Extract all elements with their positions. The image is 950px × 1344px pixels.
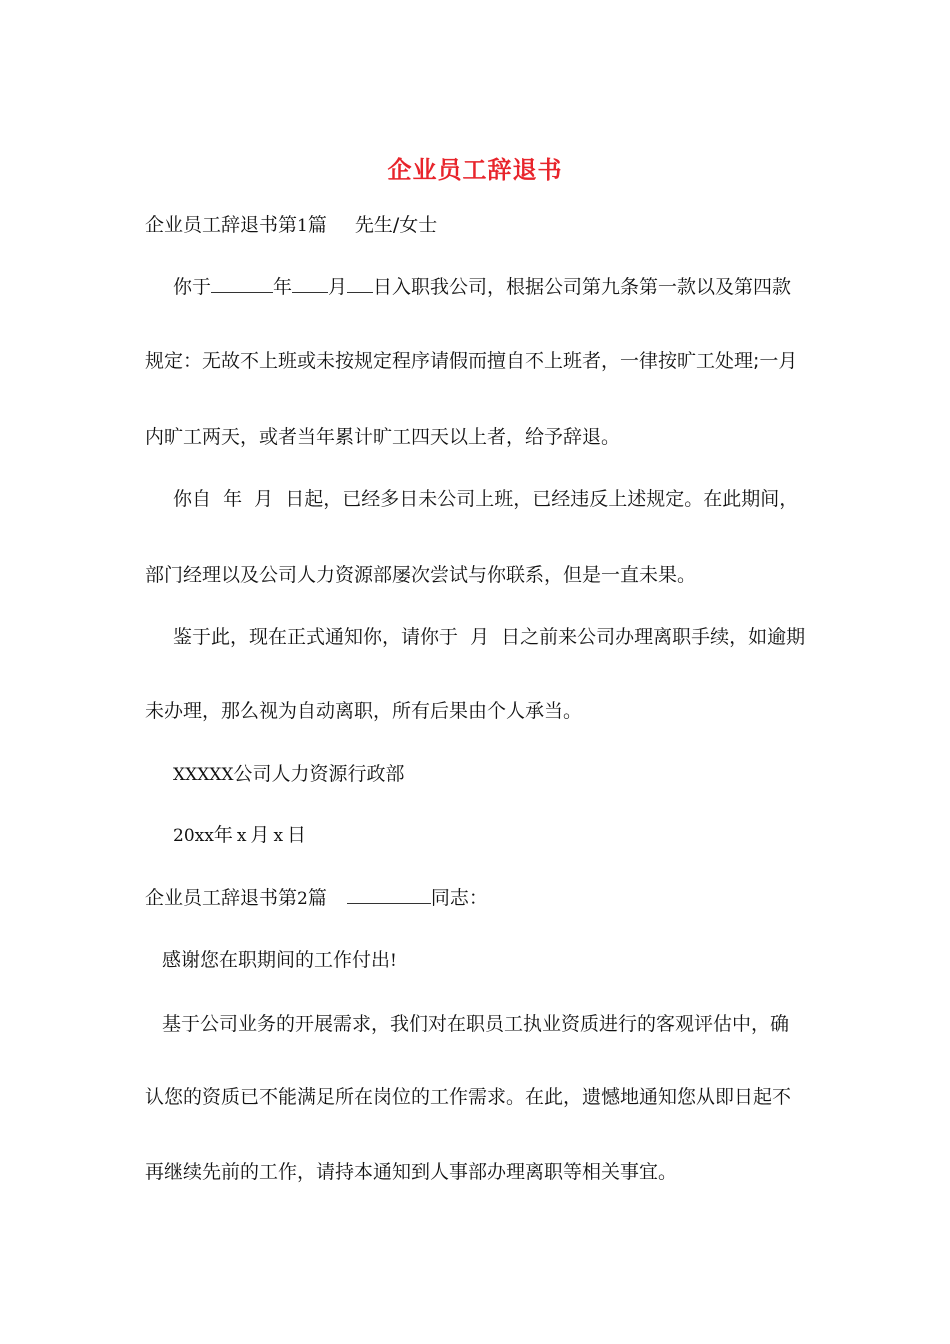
part2-para1-line1: 基于公司业务的开展需求，我们对在职员工执业资质进行的客观评估中，确 bbox=[162, 1013, 790, 1035]
part2-salutation: 同志： bbox=[430, 887, 488, 909]
month-blank bbox=[292, 274, 328, 293]
thanks-text: 感谢您在职期间的工作付出 bbox=[162, 949, 391, 971]
part1-para3-line1: 鉴于此，现在正式通知你，请你于 月 日之前来公司办理离职手续，如逾期 bbox=[173, 626, 806, 648]
date-year: 年 bbox=[213, 824, 233, 846]
part1-para1-line2: 规定：无故不上班或未按规定程序请假而擅自不上班者，一律按旷工处理;一月 bbox=[145, 350, 798, 372]
date-year-num: 20xx bbox=[173, 826, 214, 846]
part1-number: 1 bbox=[297, 216, 308, 236]
company-dept: 公司人力资源行政部 bbox=[233, 763, 405, 785]
thanks-mark: ! bbox=[390, 951, 397, 971]
part1-heading-line bbox=[145, 211, 815, 240]
year-blank bbox=[211, 274, 273, 293]
p1-text-b: 日入职我公司，根据公司第九条第一款以及第四款 bbox=[373, 276, 792, 298]
part1-para2-line1: 你自 年 月 日起，已经多日未公司上班，已经违反上述规定。在此期间， bbox=[173, 488, 799, 510]
part1-heading-suffix: 篇 bbox=[307, 214, 327, 236]
date-month-num: x bbox=[236, 826, 247, 846]
document-title: 企业员工辞退书 bbox=[387, 155, 563, 184]
p1-month: 月 bbox=[328, 276, 348, 298]
p1-year: 年 bbox=[273, 276, 293, 298]
part1-para1-line1 bbox=[173, 273, 843, 301]
date-day: 日 bbox=[287, 824, 307, 846]
part1-heading: 企业员工辞退书第 bbox=[145, 214, 298, 236]
part2-para1-line2: 认您的资质已不能满足所在岗位的工作需求。在此，遗憾地通知您从即日起不 bbox=[145, 1086, 792, 1108]
part2-heading-suffix: 篇 bbox=[307, 887, 327, 909]
signature-date bbox=[173, 821, 843, 850]
p1-text-a: 你于 bbox=[173, 276, 212, 298]
part2-heading: 企业员工辞退书第 bbox=[145, 887, 298, 909]
part1-para2-line2: 部门经理以及公司人力资源部屡次尝试与你联系，但是一直未果。 bbox=[145, 564, 697, 586]
name-blank bbox=[347, 885, 431, 904]
part1-para1-line3: 内旷工两天，或者当年累计旷工四天以上者，给予辞退。 bbox=[145, 426, 621, 448]
part2-para1-line3: 再继续先前的工作，请持本通知到人事部办理离职等相关事宜。 bbox=[145, 1161, 678, 1183]
day-blank bbox=[347, 274, 373, 293]
date-day-num: x bbox=[273, 826, 284, 846]
date-month: 月 bbox=[250, 824, 270, 846]
part2-number: 2 bbox=[297, 889, 308, 909]
company-placeholder: XXXXX bbox=[173, 765, 234, 785]
signature-company bbox=[173, 760, 843, 789]
part2-thanks bbox=[162, 946, 832, 975]
part2-heading-line bbox=[145, 884, 815, 913]
part1-para3-line2: 未办理，那么视为自动离职，所有后果由个人承当。 bbox=[145, 700, 583, 722]
part1-salutation: 先生/女士 bbox=[354, 214, 438, 236]
